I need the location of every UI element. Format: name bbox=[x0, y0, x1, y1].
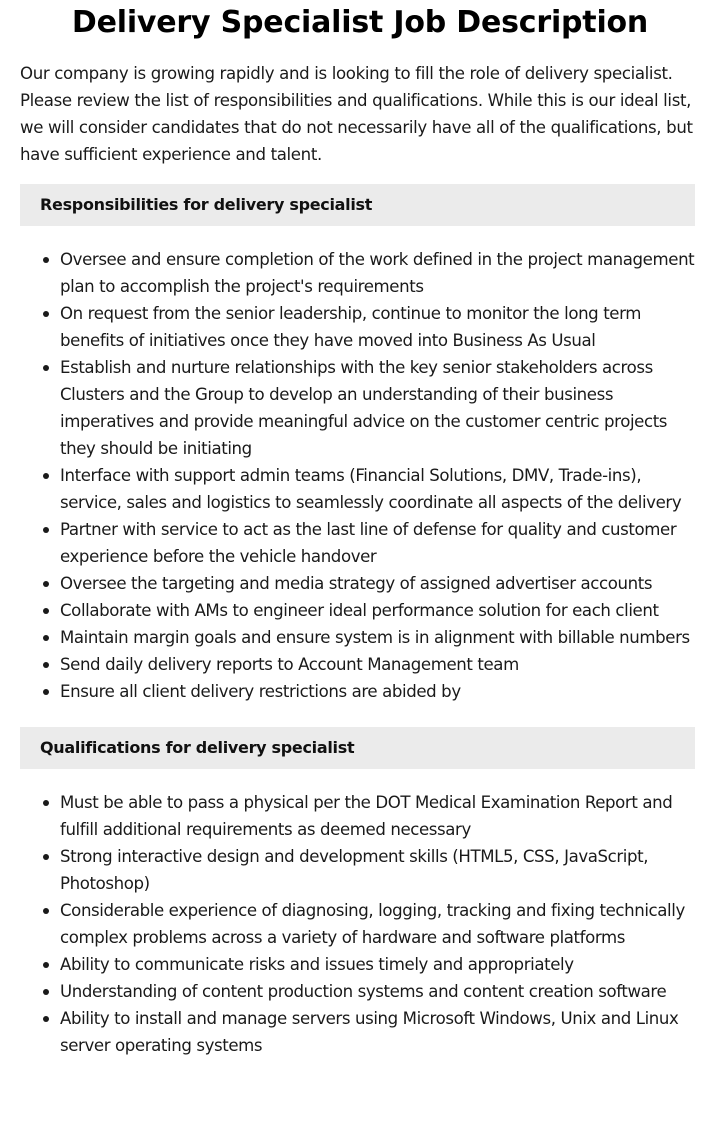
responsibility-item: Establish and nurture relationships with the key senior stakeholders across Clusters and the Group to develop an understanding of their business imperatives and provide meaningful advice on the customer centric projects they should be initiating bbox=[60, 354, 700, 462]
responsibility-item: Oversee and ensure completion of the work defined in the project management plan to accomplish the project's requirements bbox=[60, 246, 700, 300]
responsibility-item: Collaborate with AMs to engineer ideal performance solution for each client bbox=[60, 597, 700, 624]
qualification-item: Understanding of content production systems and content creation software bbox=[60, 978, 700, 1005]
responsibility-item: Ensure all client delivery restrictions are abided by bbox=[60, 678, 700, 705]
responsibility-item: Partner with service to act as the last line of defense for quality and customer experience before the vehicle handover bbox=[60, 516, 700, 570]
responsibility-item: Interface with support admin teams (Financial Solutions, DMV, Trade-ins), service, sales and logistics to seamlessly coordinate all aspects of the delivery bbox=[60, 462, 700, 516]
qualification-item: Must be able to pass a physical per the DOT Medical Examination Report and fulfill additional requirements as deemed necessary bbox=[60, 789, 700, 843]
qualification-item: Ability to communicate risks and issues timely and appropriately bbox=[60, 951, 700, 978]
qualification-item: Ability to install and manage servers using Microsoft Windows, Unix and Linux server operating systems bbox=[60, 1005, 700, 1059]
responsibility-item: On request from the senior leadership, continue to monitor the long term benefits of initiatives once they have moved into Business As Usual bbox=[60, 300, 700, 354]
responsibility-item: Send daily delivery reports to Account Management team bbox=[60, 651, 700, 678]
responsibilities-heading: Responsibilities for delivery specialist bbox=[20, 184, 695, 226]
responsibilities-list bbox=[20, 246, 700, 705]
qualification-item: Strong interactive design and development skills (HTML5, CSS, JavaScript, Photoshop) bbox=[60, 843, 700, 897]
qualification-item: Considerable experience of diagnosing, logging, tracking and fixing technically complex problems across a variety of hardware and software platforms bbox=[60, 897, 700, 951]
intro-paragraph: Our company is growing rapidly and is looking to fill the role of delivery specialist. Please review the list of responsibilities and qualifications. While this is our ideal list, we will consider candidates that do not necessarily have all of the qualifications, but have sufficient experience and talent. bbox=[20, 64, 693, 164]
qualifications-list bbox=[20, 789, 700, 1059]
page-title: Delivery Specialist Job Description bbox=[71, 5, 649, 40]
responsibility-item: Oversee the targeting and media strategy of assigned advertiser accounts bbox=[60, 570, 700, 597]
responsibility-item: Maintain margin goals and ensure system is in alignment with billable numbers bbox=[60, 624, 700, 651]
qualifications-heading: Qualifications for delivery specialist bbox=[20, 727, 695, 769]
